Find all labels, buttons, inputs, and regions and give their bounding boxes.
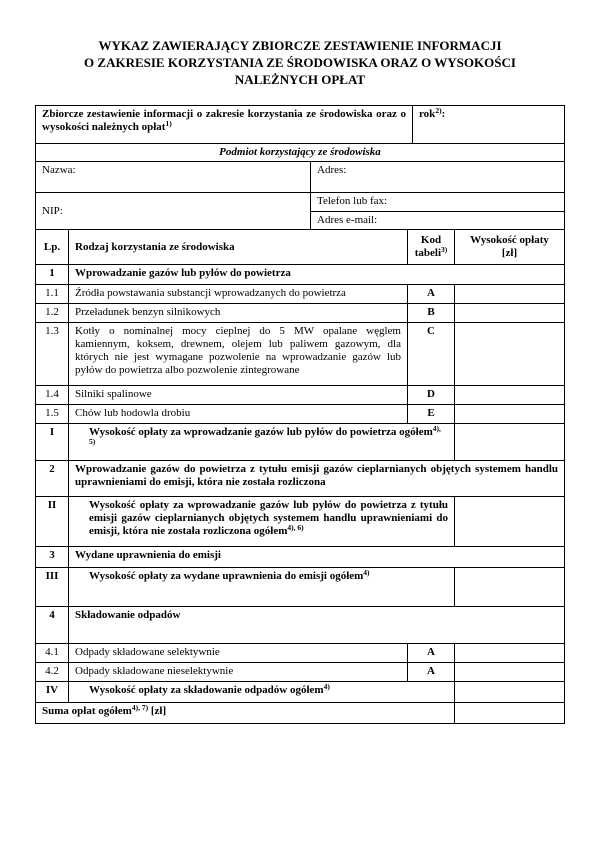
row-1-2 bbox=[36, 304, 564, 323]
sum-row bbox=[36, 703, 564, 723]
lp-cell: 1.2 bbox=[36, 304, 69, 322]
lp-cell: 4 bbox=[36, 607, 69, 643]
lp-cell: 3 bbox=[36, 547, 69, 567]
lp-cell: 1.5 bbox=[36, 405, 69, 423]
total-label bbox=[69, 424, 455, 460]
code-cell: A bbox=[408, 644, 455, 662]
code-cell: C bbox=[408, 323, 455, 385]
sum-text: Suma opłat ogółem bbox=[42, 705, 132, 717]
year-label: rok bbox=[419, 108, 436, 120]
code-header-line-1: Kod bbox=[420, 234, 442, 246]
table-header-row bbox=[36, 230, 564, 265]
row-label: Kotły o nominalnej mocy cieplnej do 5 MW opalane węglem kamiennym, koksem, drewnem, olejem lub paliwem gazowym, dla których nie jest wymagane pozwolenie na wprowadzanie gazów lub pyłów do powietrza albo pozwolenie zintegrowane bbox=[69, 323, 408, 385]
row-label: Odpady składowane selektywnie bbox=[69, 644, 408, 662]
section-label: Wprowadzanie gazów do powietrza z tytułu emisji gazów cieplarnianych objętych systemem handlu uprawnieniami do emisji, która nie została rozliczona bbox=[75, 463, 558, 488]
fee-cell bbox=[455, 405, 564, 423]
row-4-2 bbox=[36, 663, 564, 682]
row-2 bbox=[36, 461, 564, 497]
phone-field: Telefon lub fax: bbox=[311, 193, 564, 212]
row-label: Odpady składowane nieselektywnie bbox=[69, 663, 408, 681]
year-footnote: 2) bbox=[435, 106, 442, 115]
code-cell: B bbox=[408, 304, 455, 322]
lp-cell: 2 bbox=[36, 461, 69, 496]
col-header-type: Rodzaj korzystania ze środowiska bbox=[69, 230, 408, 264]
lp-cell: 4.1 bbox=[36, 644, 69, 662]
total-text: Wysokość opłaty za wprowadzanie gazów lub pyłów do powietrza z tytułu emisji gazów cieplarnianych objętych systemem handlu uprawnieniami do emisji, która nie została rozliczona ogółem bbox=[89, 499, 448, 537]
summary-footnote: 1) bbox=[165, 119, 172, 128]
col-header-lp: Lp. bbox=[36, 230, 69, 264]
row-3 bbox=[36, 547, 564, 568]
sum-footnote: 4), 7) bbox=[131, 703, 149, 712]
fee-cell bbox=[455, 703, 564, 723]
sum-label bbox=[36, 703, 455, 723]
total-footnote: 4) bbox=[323, 682, 330, 691]
lp-cell: I bbox=[36, 424, 69, 460]
row-1-4 bbox=[36, 386, 564, 405]
fee-cell bbox=[455, 285, 564, 303]
row-1 bbox=[36, 265, 564, 285]
lp-cell: 1.4 bbox=[36, 386, 69, 404]
col-header-fee bbox=[455, 230, 564, 264]
row-label: Chów lub hodowla drobiu bbox=[69, 405, 408, 423]
total-footnote: 4) bbox=[363, 568, 370, 577]
total-text: Wysokość opłaty za wprowadzanie gazów lub pyłów do powietrza ogółem bbox=[89, 426, 433, 438]
email-field: Adres e-mail: bbox=[317, 213, 378, 226]
code-header-footnote: 3) bbox=[441, 245, 448, 254]
fee-cell bbox=[455, 682, 564, 702]
total-label bbox=[69, 497, 455, 546]
year-field bbox=[413, 106, 564, 143]
row-1-5 bbox=[36, 405, 564, 424]
fee-cell bbox=[455, 323, 564, 385]
form-title-line-3: NALEŻNYCH OPŁAT bbox=[234, 72, 366, 87]
lp-cell: III bbox=[36, 568, 69, 606]
section-label: Wydane uprawnienia do emisji bbox=[75, 549, 221, 561]
form-title-line-2: O ZAKRESIE KORZYSTANIA ZE ŚRODOWISKA ORAZ O WYSOKOŚCI bbox=[84, 55, 516, 70]
sum-unit: [zł] bbox=[148, 705, 167, 717]
row-label: Źródła powstawania substancji wprowadzanych do powietrza bbox=[69, 285, 408, 303]
fee-cell bbox=[455, 568, 564, 606]
row-label: Przeładunek benzyn silnikowych bbox=[69, 304, 408, 322]
name-field: Nazwa: bbox=[36, 162, 311, 192]
section-label: Składowanie odpadów bbox=[75, 609, 181, 621]
row-1-3 bbox=[36, 323, 564, 386]
row-IV bbox=[36, 682, 564, 703]
row-I bbox=[36, 424, 564, 461]
row-1-1 bbox=[36, 285, 564, 304]
fee-header-line-2: [zł] bbox=[501, 247, 518, 259]
total-footnote: 4), 5) bbox=[89, 424, 441, 446]
form-table bbox=[35, 105, 565, 724]
fee-cell bbox=[455, 663, 564, 681]
col-header-code bbox=[408, 230, 455, 264]
section-label: Wprowadzanie gazów lub pyłów do powietrza bbox=[75, 267, 291, 279]
fee-cell bbox=[455, 386, 564, 404]
entity-header-row bbox=[36, 144, 564, 162]
total-text: Wysokość opłaty za składowanie odpadów ogółem bbox=[89, 684, 324, 696]
fee-cell bbox=[455, 304, 564, 322]
row-4-1 bbox=[36, 644, 564, 663]
total-label bbox=[69, 682, 455, 702]
summary-label bbox=[36, 106, 413, 143]
fee-header-line-1: Wysokość opłaty bbox=[470, 234, 549, 246]
lp-cell: 1.3 bbox=[36, 323, 69, 385]
code-cell: D bbox=[408, 386, 455, 404]
row-label: Silniki spalinowe bbox=[69, 386, 408, 404]
nip-field: NIP: bbox=[36, 193, 311, 229]
code-header-text: tabeli bbox=[414, 247, 442, 259]
total-label bbox=[69, 568, 455, 606]
fee-cell bbox=[455, 497, 564, 546]
form-title bbox=[35, 37, 565, 88]
entity-header: Podmiot korzystający ze środowiska bbox=[219, 146, 381, 158]
code-cell: A bbox=[408, 663, 455, 681]
summary-text: Zbiorcze zestawienie informacji o zakresie korzystania ze środowiska oraz o wysokości należnych opłat bbox=[42, 108, 406, 133]
form-title-line-1: WYKAZ ZAWIERAJĄCY ZBIORCZE ZESTAWIENIE INFORMACJI bbox=[98, 38, 502, 53]
code-cell: A bbox=[408, 285, 455, 303]
row-III bbox=[36, 568, 564, 607]
lp-cell: 4.2 bbox=[36, 663, 69, 681]
code-cell: E bbox=[408, 405, 455, 423]
fee-cell bbox=[455, 424, 564, 460]
lp-cell: II bbox=[36, 497, 69, 546]
total-text: Wysokość opłaty za wydane uprawnienia do emisji ogółem bbox=[89, 570, 364, 582]
address-field: Adres: bbox=[317, 164, 347, 176]
name-address-row bbox=[36, 162, 564, 193]
total-footnote: 4), 6) bbox=[287, 523, 304, 532]
year-colon: : bbox=[441, 108, 446, 120]
fee-cell bbox=[455, 644, 564, 662]
lp-cell: 1.1 bbox=[36, 285, 69, 303]
nip-contact-row bbox=[36, 193, 564, 230]
row-II bbox=[36, 497, 564, 547]
contact-cell bbox=[311, 193, 564, 229]
lp-cell: 1 bbox=[36, 265, 69, 284]
row-4 bbox=[36, 607, 564, 644]
lp-cell: IV bbox=[36, 682, 69, 702]
summary-row bbox=[36, 106, 564, 144]
code-header-line-2 bbox=[415, 247, 448, 260]
